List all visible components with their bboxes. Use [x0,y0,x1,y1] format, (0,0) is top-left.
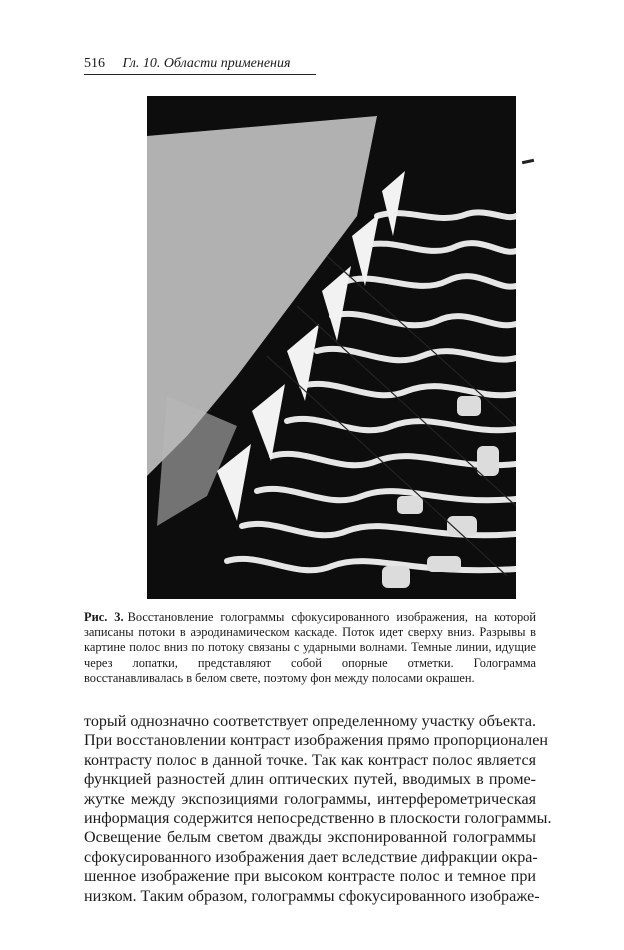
figure-label: Рис. 3. [84,610,124,624]
interferogram-image [147,96,516,599]
page-number: 516 [84,56,105,71]
text-line: контрасту полос в данной точке. Так как контраст полос является [84,751,536,769]
interferogram-figure [147,96,516,599]
header-rule [84,74,316,75]
caption-text: Восстановление голограммы сфокусированного изображения, на которой записаны потоки в аэродинамическом каскаде. Поток идет сверху вниз. Разрывы в картине полос вниз по потоку связаны с ударными волнами. Темные линии, идущие через лопатки, представляют собой опорные отметки. Голограмма восстанавливалась в белом свете, поэтому фон между полосами окрашен. [84,610,536,685]
text-line: торый однозначно соответствует определенному участку объекта. [84,713,537,730]
text-line: сфокусированного изображения дает вследствие дифракции окра- [84,848,538,866]
text-line: Освещение белым светом дважды экспонированной голограммы [84,829,536,847]
body-paragraph [84,712,552,906]
margin-mark [522,159,534,164]
text-line: жутке между экспозициями голограммы, интерферометрическая [84,790,536,808]
running-head [84,56,316,76]
text-line: При восстановлении контраст изображения прямо пропорционален [84,732,548,750]
text-line: функцией разностей длин оптических путей, вводимых в проме- [84,771,536,789]
text-line: низком. Таким образом, голограммы сфокусированного изображе- [84,887,540,905]
figure-caption [84,610,536,686]
text-line: шенное изображение при высоком контрасте полос и темное при [84,868,536,886]
text-line: информация содержится непосредственно в плоскости голограммы. [84,810,552,828]
chapter-title: Гл. 10. Области применения [122,56,291,71]
